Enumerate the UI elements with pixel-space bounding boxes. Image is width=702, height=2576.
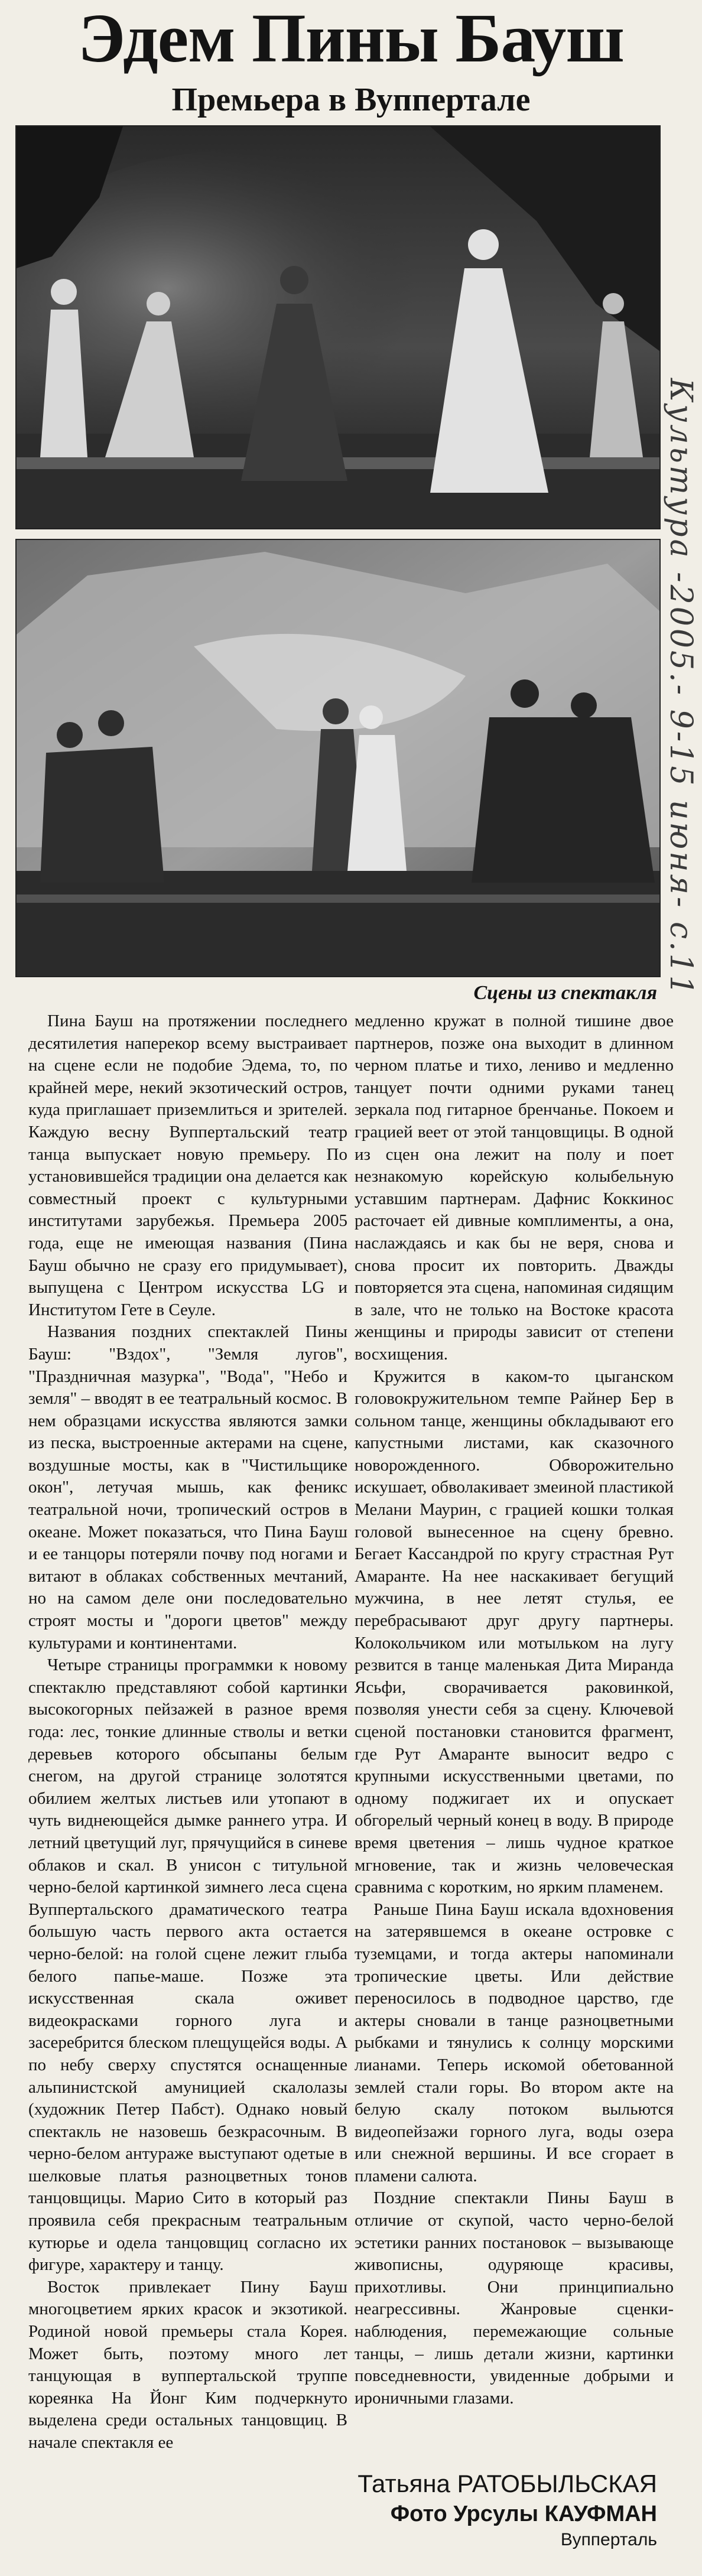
headline: Эдем Пины Бауш bbox=[77, 0, 625, 77]
article-column-left bbox=[28, 1010, 347, 2454]
stage-photo-bottom bbox=[15, 539, 661, 977]
article-paragraph: Восток привлекает Пину Бауш многоцветием ярких красок и экзотикой. Родиной новой премьеры стала Корея. Может быть, поэтому много лет танцующая в вуппертальской труппе кореянка На Йонг Ким подчеркнуто выделена среди остальных танцовщиц. В начале спектакля ее bbox=[28, 2277, 347, 2452]
article-paragraph: Раньше Пина Бауш искала вдохновения на затерявшемся в океане островке с туземцами, и тогда актеры напоминали тропические цветы. Или действие переносилось в подводное царство, где актеры сновали в танце разноцветными рыбками и тянулись к солнцу морскими лианами. Теперь искомой обетованной землей стали горы. Во втором акте на белую скалу потоком выльются видеопейзажи горного луга, воды озера или снежной вершины. И все сгорает в пламени салюта. bbox=[355, 1900, 674, 2185]
article-paragraph: Четыре страницы программки к новому спектаклю представляют собой картинки высокогорных пейзажей в разное время года: лес, тонкие длинные стволы и ветки деревьев которого обсыпаны белым снегом, на другой странице золотятся обилием желтых листьев или утопают в чуть виднеющейся дымке раннего утра. И летний цветущий луг, прячущийся в синеве облаков и скал. В унисон с титульной черно-белой картинкой зимнего леса сцена Вуппертальского драматического театра большую часть первого акта остается черно-белой: на голой сцене лежит глыба белого папье-маше. Позже эта искусственная скала оживет видеокрасками горного луга и засеребрится блеском плещущейся воды. А по небу сверху спустятся оснащенные альпинистской амуницией скалолазы (художник Петер Пабст). Однако новый спектакль не назовешь безкрасочным. В черно-белом антураже выступают одетые в шелковые платья разноцветных тонов танцовщицы. Марио Сито в который раз проявила себя прекрасным театральным кутюрье и одела танцовщиц согласно их фигуре, характеру и танцу. bbox=[28, 1655, 347, 2275]
photo-caption: Сцены из спектакля bbox=[473, 982, 657, 1004]
subheadline: Премьера в Вуппертале bbox=[171, 82, 531, 118]
article-paragraph: Пина Бауш на протяжении последнего десятилетия наперекор всему выстраивает на сцене если не подобие Эдема, то, по крайней мере, некий экзотический остров, куда приглашает приземлиться и зрителей. Каждую весну Вуппертальский театр танца выпускает новую премьеру. По установившейся традиции она делается как совместный проект с культурными институтами зарубежья. Премьера 2005 года, еще не имеющая названия (Пина Бауш обычно не сразу его придумывает), выпущена с Центром искусства LG и Институтом Гете в Сеуле. bbox=[28, 1011, 347, 1319]
article-paragraph: медленно кружат в полной тишине двое партнеров, позже она выходит в длинном черном платье и тихо, лениво и медленно танцует почти одними руками танец зеркала под гитарное бренчанье. Покоем и грацией веет от этой танцовщицы. В одной из сцен она лежит на полу и поет незнакомую корейскую колыбельную уставшим партнерам. Дафнис Коккинос расточает ей дивные комплименты, а она, наслаждаясь и как бы не веря, снова и снова просит их повторить. Дважды повторяется эта сцена, напоминая сидящим в зале, что не только на Востоке красота женщины и природы зависит от степени восхищения. bbox=[355, 1011, 674, 1364]
stage-photo-top bbox=[15, 125, 661, 529]
article-paragraph: Кружится в каком-то цыганском головокружительном темпе Райнер Бер в сольном танце, женщины обкладывают его капустными листами, как сказочного новорожденного. Обворожительно искушает, обволакивает змеиной пластикой Мелани Маурин, с грацией кошки толкая головой вынесенное на сцену бревно. Бегает Кассандрой по кругу страстная Рут Амаранте. На нее наскакивает бегущий мужчина, в нее летят стулья, ее перебрасывают друг другу партнеры. Колокольчиком или мотыльком на лугу резвится в танце маленькая Дита Миранда Ясьфи, сворачивается раковинкой, позволяя унести себя за сцену. Ключевой сценой постановки становится фрагмент, где Рут Амаранте выносит ведро с крупными искусственными цветами, по одному поджигает их и опускает обгорелый черный конец в воду. В природе время цветения – лишь чудное краткое мгновение, так и жизнь человеческая сравнима с коротким, но ярким пламенем. bbox=[355, 1367, 674, 1897]
author-credit: Татьяна РАТОБЫЛЬСКАЯ bbox=[358, 2470, 657, 2497]
article-paragraph: Поздние спектакли Пины Бауш в отличие от скупой, часто черно-белой эстетики ранних постановок – вызывающе живописны, одуряюще красивы, прихотливы. Они принципиально неагрессивны. Жанровые сценки-наблюдения, перемежающие сольные танцы, – лишь детали жизни, картинки повседневности, увиденные добрыми и ироничными глазами. bbox=[355, 2188, 674, 2408]
article-column-right bbox=[355, 1010, 674, 2409]
photo-credit: Фото Урсулы КАУФМАН bbox=[390, 2502, 657, 2526]
handwritten-source-note: Культура -2005.- 9-15 июня- с.11 bbox=[663, 378, 698, 997]
dateline-place: Вупперталь bbox=[560, 2530, 657, 2549]
article-paragraph: Названия поздних спектаклей Пины Бауш: "Вздох", "Земля лугов", "Праздничная мазурка", "Вода", "Небо и земля" – вводят в ее театральный космос. В нем образцами искусства являются замки из песка, выстроенные актерами на сцене, воздушные мосты, как в "Чистильщике окон", летучая мышь, как феникс театральной ночи, тропический остров в океане. Может показаться, что Пина Бауш и ее танцоры потеряли почву под ногами и витают в облаках собственных мечтаний, но на самом деле они последовательно строят мосты и "дороги цветов" между культурами и континентами. bbox=[28, 1322, 347, 1653]
